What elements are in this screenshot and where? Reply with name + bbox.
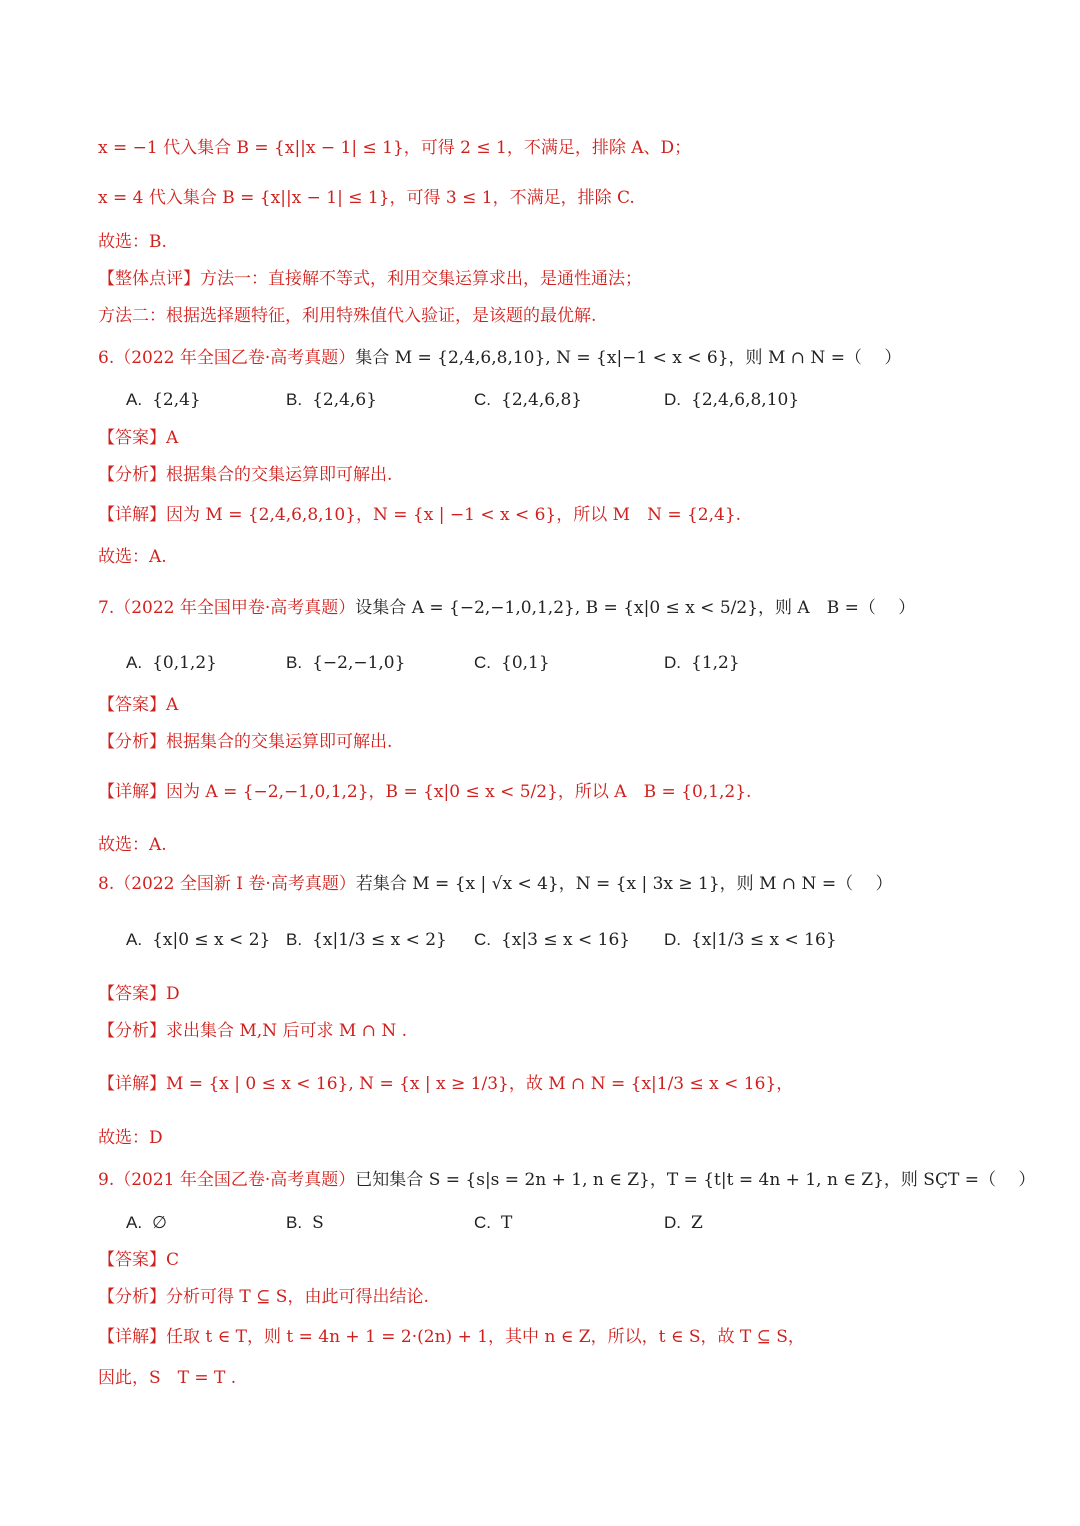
choice-line: 故选：A. bbox=[98, 547, 167, 567]
question-source: 8.（2022 全国新 I 卷·高考真题） bbox=[98, 874, 356, 894]
analysis-line: 【分析】根据集合的交集运算即可解出. bbox=[98, 732, 393, 752]
analysis-line: 【分析】求出集合 M,N 后可求 M ∩ N . bbox=[98, 1021, 408, 1041]
detail-line: 【详解】任取 t ∈ T，则 t = 4n + 1 = 2·(2n) + 1，其中 n ∈ Z，所以，t ∈ S，故 T ⊆ S， bbox=[98, 1327, 805, 1347]
question-text: 集合 M = {2,4,6,8,10}, N = {x|−1 < x < 6}，则 M ∩ N =（ ） bbox=[355, 348, 902, 368]
question-source: 6.（2022 年全国乙卷·高考真题） bbox=[98, 348, 356, 368]
question-6-stem bbox=[98, 346, 1020, 370]
detail-line: 【详解】因为 M = {2,4,6,8,10}，N = {x | −1 < x < 6}，所以 M N = {2,4}. bbox=[98, 505, 742, 525]
question-source: 7.（2022 年全国甲卷·高考真题） bbox=[98, 598, 356, 618]
analysis-line: 【分析】分析可得 T ⊆ S，由此可得出结论. bbox=[98, 1287, 429, 1307]
detail-line: 【详解】M = {x | 0 ≤ x < 16}, N = {x | x ≥ 1/3}，故 M ∩ N = {x|1/3 ≤ x < 16}， bbox=[98, 1074, 794, 1094]
option-c: C. {2,4,6,8} bbox=[474, 390, 583, 410]
question-9-stem bbox=[98, 1168, 1036, 1192]
option-a: A. {2,4} bbox=[126, 390, 201, 410]
conclusion-line: 因此，S T = T . bbox=[98, 1368, 237, 1388]
detail-line: 【详解】因为 A = {−2,−1,0,1,2}，B = {x|0 ≤ x < 5/2}，所以 A B = {0,1,2}. bbox=[98, 782, 752, 802]
option-a: A. ∅ bbox=[126, 1213, 167, 1233]
answer-line: 【答案】A bbox=[98, 695, 179, 715]
question-text: 若集合 M = {x | √x < 4}，N = {x | 3x ≥ 1}，则 M ∩ N =（ ） bbox=[355, 874, 893, 894]
question-text: 设集合 A = {−2,−1,0,1,2}, B = {x|0 ≤ x < 5/2}，则 A B =（ ） bbox=[355, 598, 916, 618]
question-8-stem bbox=[98, 872, 1020, 896]
option-d: D. {2,4,6,8,10} bbox=[664, 390, 800, 410]
question-text: 已知集合 S = {s|s = 2n + 1, n ∈ Z}，T = {t|t = 4n + 1, n ∈ Z}，则 SÇT =（ ） bbox=[355, 1170, 1036, 1190]
option-b: B. {−2,−1,0} bbox=[286, 653, 406, 673]
option-c: C. {x|3 ≤ x < 16} bbox=[474, 930, 631, 950]
answer-line: 【答案】D bbox=[98, 984, 180, 1004]
option-c: C. T bbox=[474, 1213, 513, 1233]
question-source: 9.（2021 年全国乙卷·高考真题） bbox=[98, 1170, 356, 1190]
method-two-line: 方法二：根据选择题特征，利用特殊值代入验证，是该题的最优解. bbox=[98, 306, 597, 326]
answer-line: 【答案】A bbox=[98, 428, 179, 448]
text-line-2: x = 4 代入集合 B = {x||x − 1| ≤ 1}，可得 3 ≤ 1，不满足，排除 C. bbox=[98, 188, 635, 208]
text-line-1: x = −1 代入集合 B = {x||x − 1| ≤ 1}，可得 2 ≤ 1，不满足，排除 A、D； bbox=[98, 138, 692, 158]
analysis-line: 【分析】根据集合的交集运算即可解出. bbox=[98, 465, 393, 485]
option-a: A. {0,1,2} bbox=[126, 653, 217, 673]
option-b: B. {x|1/3 ≤ x < 2} bbox=[286, 930, 447, 950]
answer-line: 【答案】C bbox=[98, 1250, 180, 1270]
choice-line: 故选：B. bbox=[98, 232, 167, 252]
overall-comment: 【整体点评】方法一：直接解不等式，利用交集运算求出，是通性通法； bbox=[98, 269, 642, 289]
option-a: A. {x|0 ≤ x < 2} bbox=[126, 930, 271, 950]
option-b: B. {2,4,6} bbox=[286, 390, 377, 410]
option-d: D. {x|1/3 ≤ x < 16} bbox=[664, 930, 837, 950]
option-c: C. {0,1} bbox=[474, 653, 550, 673]
question-7-stem bbox=[98, 596, 1020, 620]
choice-line: 故选：A. bbox=[98, 835, 167, 855]
option-d: D. {1,2} bbox=[664, 653, 740, 673]
option-b: B. S bbox=[286, 1213, 324, 1233]
choice-line: 故选：D bbox=[98, 1128, 163, 1148]
option-d: D. Z bbox=[664, 1213, 703, 1233]
